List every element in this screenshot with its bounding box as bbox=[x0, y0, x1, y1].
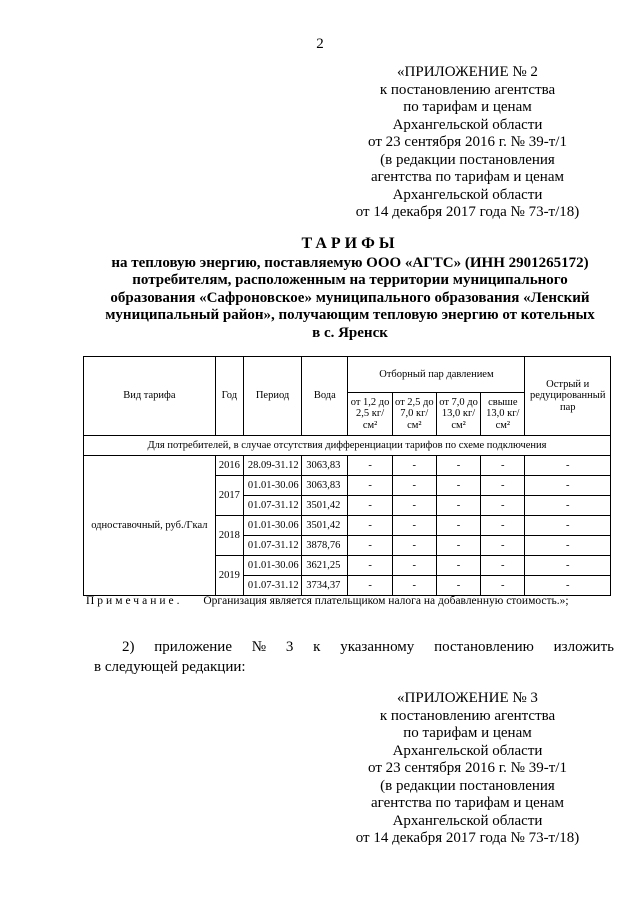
dash-cell: - bbox=[436, 576, 480, 596]
dash-cell: - bbox=[392, 496, 436, 516]
dash-cell: - bbox=[525, 476, 611, 496]
dash-cell: - bbox=[392, 576, 436, 596]
period-cell: 01.07-31.12 bbox=[243, 496, 301, 516]
dash-cell: - bbox=[481, 576, 525, 596]
annex-line: от 23 сентября 2016 г. № 39-т/1 bbox=[368, 760, 567, 776]
paragraph-word: приложение bbox=[154, 639, 232, 655]
heading-title: ТАРИФЫ bbox=[301, 235, 399, 252]
section-caption: Для потребителей, в случае отсутствия дифференциации тарифов по схеме подключения bbox=[84, 436, 611, 456]
water-cell: 3063,83 bbox=[302, 456, 348, 476]
annex-line: от 14 декабря 2017 года № 73-т/18) bbox=[355, 204, 580, 220]
heading-line: образования «Сафроновское» муниципального образования «Ленский bbox=[110, 289, 590, 306]
dash-cell: - bbox=[348, 536, 392, 556]
dash-cell: - bbox=[481, 536, 525, 556]
water-cell: 3063,83 bbox=[302, 476, 348, 496]
paragraph-line-1 bbox=[94, 637, 614, 657]
paragraph-word: указанному bbox=[340, 639, 415, 655]
dash-cell: - bbox=[525, 536, 611, 556]
paragraph-word: постановлению bbox=[434, 639, 534, 655]
annex-line: Архангельской области bbox=[392, 812, 543, 829]
dash-cell: - bbox=[436, 516, 480, 536]
annex-line: (в редакции постановления bbox=[380, 777, 555, 794]
tariffs-heading bbox=[90, 235, 610, 342]
header-steam-3: от 7,0 до 13,0 кг/см² bbox=[436, 393, 480, 436]
water-cell: 3621,25 bbox=[302, 556, 348, 576]
heading-line: потребителям, расположенным на территории муниципального bbox=[132, 272, 568, 288]
amendment-paragraph bbox=[94, 637, 614, 677]
dash-cell: - bbox=[481, 476, 525, 496]
heading-line: в с. Яренск bbox=[312, 324, 388, 341]
period-cell: 01.01-30.06 bbox=[243, 476, 301, 496]
header-year: Год bbox=[215, 357, 243, 436]
water-cell: 3734,37 bbox=[302, 576, 348, 596]
dash-cell: - bbox=[392, 536, 436, 556]
dash-cell: - bbox=[436, 556, 480, 576]
paragraph-word: к bbox=[313, 639, 321, 655]
annex-line: «ПРИЛОЖЕНИЕ № 3 bbox=[397, 690, 538, 706]
year-cell: 2016 bbox=[215, 456, 243, 476]
paragraph-line-2: в следующей редакции: bbox=[94, 659, 246, 675]
water-cell: 3878,76 bbox=[302, 536, 348, 556]
annex-header-top bbox=[330, 64, 605, 222]
water-cell: 3501,42 bbox=[302, 496, 348, 516]
dash-cell: - bbox=[392, 456, 436, 476]
header-steam-2: от 2,5 до 7,0 кг/см² bbox=[392, 393, 436, 436]
year-cell: 2019 bbox=[215, 556, 243, 596]
header-steam-group: Отборный пар давлением bbox=[348, 357, 525, 393]
period-cell: 01.07-31.12 bbox=[243, 576, 301, 596]
tariffs-table bbox=[83, 356, 611, 596]
annex-line: к постановлению агентства bbox=[379, 707, 556, 724]
paragraph-word: 3 bbox=[285, 639, 294, 655]
header-water: Вода bbox=[302, 357, 348, 436]
dash-cell: - bbox=[436, 456, 480, 476]
dash-cell: - bbox=[481, 496, 525, 516]
dash-cell: - bbox=[348, 556, 392, 576]
dash-cell: - bbox=[525, 456, 611, 476]
heading-line: муниципальный район», получающим тепловую энергию от котельных bbox=[105, 307, 595, 323]
annex-line: по тарифам и ценам bbox=[403, 725, 532, 741]
annex-line: от 14 декабря 2017 года № 73-т/18) bbox=[355, 830, 580, 846]
dash-cell: - bbox=[481, 516, 525, 536]
period-cell: 28.09-31.12 bbox=[243, 456, 301, 476]
dash-cell: - bbox=[525, 576, 611, 596]
period-cell: 01.07-31.12 bbox=[243, 536, 301, 556]
annex-line: по тарифам и ценам bbox=[403, 99, 532, 115]
table-note bbox=[86, 595, 616, 607]
year-cell: 2018 bbox=[215, 516, 243, 556]
dash-cell: - bbox=[481, 456, 525, 476]
table-row bbox=[84, 456, 611, 476]
note-label: Примечание. bbox=[86, 595, 183, 607]
annex-line: агентства по тарифам и ценам bbox=[370, 169, 564, 185]
dash-cell: - bbox=[348, 476, 392, 496]
dash-cell: - bbox=[525, 496, 611, 516]
dash-cell: - bbox=[436, 476, 480, 496]
dash-cell: - bbox=[348, 456, 392, 476]
annex-line: агентства по тарифам и ценам bbox=[370, 795, 564, 811]
annex-line: Архангельской области bbox=[392, 186, 543, 203]
tariff-label: одноставочный, руб./Гкал bbox=[84, 456, 216, 596]
dash-cell: - bbox=[392, 556, 436, 576]
paragraph-word: изложить bbox=[553, 639, 614, 655]
dash-cell: - bbox=[525, 556, 611, 576]
annex-line: Архангельской области bbox=[392, 742, 543, 759]
annex-line: к постановлению агентства bbox=[379, 81, 556, 98]
year-cell: 2017 bbox=[215, 476, 243, 516]
dash-cell: - bbox=[348, 516, 392, 536]
period-cell: 01.01-30.06 bbox=[243, 556, 301, 576]
header-sharp-steam: Острый и редуцированный пар bbox=[525, 357, 611, 436]
dash-cell: - bbox=[348, 496, 392, 516]
header-steam-1: от 1,2 до 2,5 кг/см² bbox=[348, 393, 392, 436]
dash-cell: - bbox=[525, 516, 611, 536]
dash-cell: - bbox=[392, 476, 436, 496]
paragraph-word: 2) bbox=[122, 639, 135, 655]
water-cell: 3501,42 bbox=[302, 516, 348, 536]
header-period: Период bbox=[243, 357, 301, 436]
header-tariff-type: Вид тарифа bbox=[84, 357, 216, 436]
annex-line: от 23 сентября 2016 г. № 39-т/1 bbox=[368, 134, 567, 150]
annex-header-bottom bbox=[330, 690, 605, 848]
annex-line: Архангельской области bbox=[392, 116, 543, 133]
page-number: 2 bbox=[316, 36, 324, 52]
dash-cell: - bbox=[436, 496, 480, 516]
period-cell: 01.01-30.06 bbox=[243, 516, 301, 536]
header-steam-4: свыше 13,0 кг/см² bbox=[481, 393, 525, 436]
paragraph-word: № bbox=[251, 639, 267, 655]
annex-line: (в редакции постановления bbox=[380, 151, 555, 168]
heading-line: на тепловую энергию, поставляемую ООО «АГТС» (ИНН 2901265172) bbox=[111, 254, 589, 271]
dash-cell: - bbox=[392, 516, 436, 536]
dash-cell: - bbox=[436, 536, 480, 556]
annex-line: «ПРИЛОЖЕНИЕ № 2 bbox=[397, 64, 538, 80]
dash-cell: - bbox=[348, 576, 392, 596]
dash-cell: - bbox=[481, 556, 525, 576]
note-text: Организация является плательщиком налога на добавленную стоимость.»; bbox=[203, 595, 569, 607]
